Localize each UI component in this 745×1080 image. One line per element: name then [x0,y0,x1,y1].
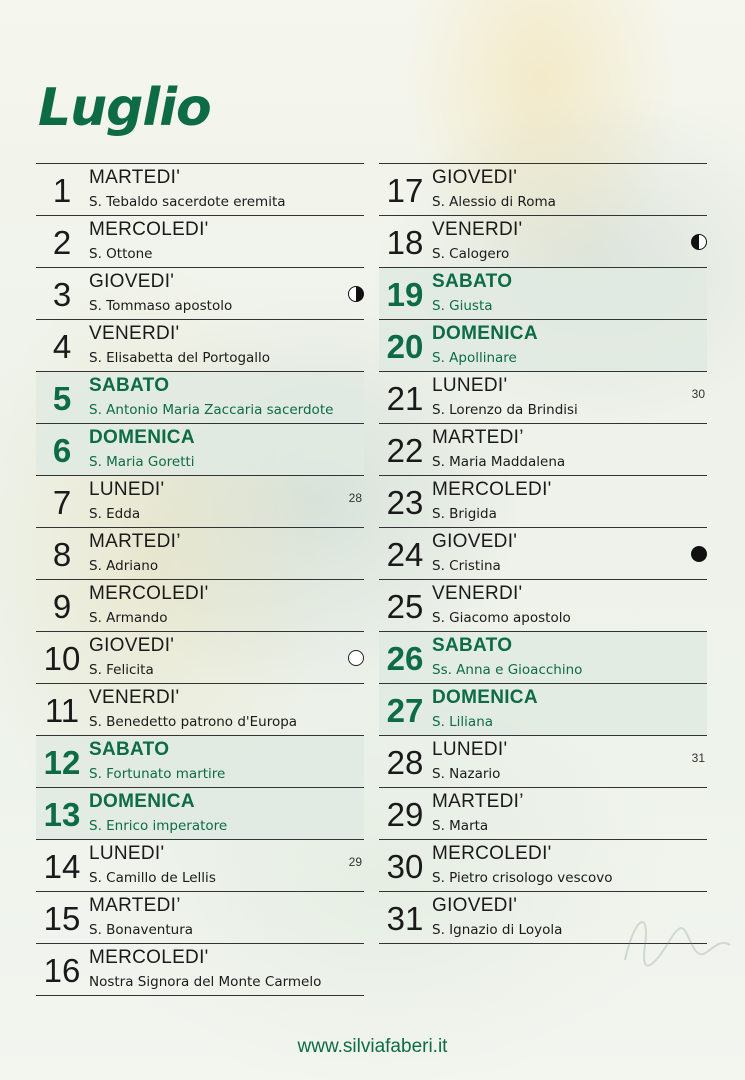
weekday-name: MERCOLEDI' [89,583,209,604]
days-column-left [36,163,364,996]
day-row [379,528,707,580]
saint-name: S. Fortunato martire [89,766,226,782]
day-row [379,788,707,840]
day-number: 20 [386,328,424,365]
day-number: 15 [43,900,81,937]
saint-name: S. Elisabetta del Portogallo [89,350,271,366]
day-number: 22 [386,432,424,469]
signature-watermark-icon [615,905,735,975]
first-quarter-moon-icon [348,286,364,302]
weekday-name: LUNEDI' [432,739,508,760]
weekday-name: GIOVEDI' [89,635,175,656]
day-number: 30 [386,848,424,885]
saint-name: S. Tommaso apostolo [89,298,233,314]
day-row [379,268,707,320]
day-number: 23 [386,484,424,521]
weekday-name: MERCOLEDI' [89,219,209,240]
saint-name: S. Ottone [89,246,153,262]
day-number: 29 [386,796,424,833]
saint-name: S. Camillo de Lellis [89,870,216,886]
day-row [36,632,364,684]
day-row [36,892,364,944]
day-row [36,424,364,476]
saint-name: S. Enrico imperatore [89,818,228,834]
weekday-name: GIOVEDI' [89,271,175,292]
day-number: 31 [386,900,424,937]
full-moon-icon [348,650,364,666]
weekday-name: VENERDI' [89,323,180,344]
weekday-name: GIOVEDI' [432,531,518,552]
day-number: 28 [386,744,424,781]
day-number: 5 [52,380,72,417]
saint-name: S. Antonio Maria Zaccaria sacerdote [89,402,334,418]
day-number: 11 [44,692,80,729]
day-row [379,372,707,424]
saint-name: S. Liliana [432,714,494,730]
day-row [379,632,707,684]
weekday-name: VENERDI' [89,687,180,708]
day-row [379,736,707,788]
week-number: 29 [348,855,362,869]
day-number: 1 [52,172,72,209]
day-number: 8 [52,536,72,573]
day-row [36,528,364,580]
day-row [36,476,364,528]
saint-name: S. Giacomo apostolo [432,610,571,626]
saint-name: S. Edda [89,506,141,522]
weekday-name: GIOVEDI' [432,895,518,916]
weekday-name: MERCOLEDI' [432,479,552,500]
day-row [36,320,364,372]
day-row [36,736,364,788]
day-number: 9 [52,588,72,625]
saint-name: S. Benedetto patrono d'Europa [89,714,298,730]
weekday-name: DOMENICA [89,427,195,448]
day-number: 24 [386,536,424,573]
weekday-name: GIOVEDI' [432,167,518,188]
weekday-name: MERCOLEDI' [89,947,209,968]
weekday-name: SABATO [89,739,170,760]
day-number: 3 [52,276,72,313]
weekday-name: MARTEDI’ [432,791,524,812]
last-quarter-moon-icon [691,234,707,250]
saint-name: S. Armando [89,610,168,626]
saint-name: S. Maria Maddalena [432,454,566,470]
saint-name: S. Ignazio di Loyola [432,922,563,938]
saint-name: S. Pietro crisologo vescovo [432,870,613,886]
saint-name: S. Lorenzo da Brindisi [432,402,578,418]
saint-name: Nostra Signora del Monte Carmelo [89,974,322,990]
new-moon-icon [691,546,707,562]
day-number: 12 [43,744,81,781]
day-row [36,372,364,424]
weekday-name: MERCOLEDI' [432,843,552,864]
weekday-name: DOMENICA [89,791,195,812]
footer-url[interactable]: www.silviafaberi.it [297,1036,448,1057]
day-row [36,164,364,216]
day-number: 27 [386,692,424,729]
day-row [379,840,707,892]
day-number: 26 [386,640,424,677]
saint-name: S. Marta [432,818,489,834]
day-number: 21 [386,380,424,417]
day-row [36,840,364,892]
day-row [36,684,364,736]
weekday-name: SABATO [89,375,170,396]
weekday-name: SABATO [432,271,513,292]
day-row [36,268,364,320]
saint-name: Ss. Anna e Gioacchino [432,662,583,678]
day-number: 25 [386,588,424,625]
month-title: Luglio [38,78,211,138]
day-row [36,580,364,632]
day-row [379,424,707,476]
day-number: 13 [43,796,81,833]
saint-name: S. Maria Goretti [89,454,195,470]
day-row [36,944,364,996]
day-row [379,580,707,632]
week-number: 28 [348,491,362,505]
day-number: 17 [386,172,424,209]
day-row [379,164,707,216]
weekday-name: LUNEDI' [89,479,165,500]
weekday-name: VENERDI' [432,219,523,240]
weekday-name: DOMENICA [432,687,538,708]
saint-name: S. Apollinare [432,350,517,366]
weekday-name: MARTEDI’ [432,427,524,448]
day-row [379,684,707,736]
saint-name: S. Calogero [432,246,510,262]
week-number: 31 [691,751,705,765]
weekday-name: LUNEDI' [432,375,508,396]
day-number: 4 [52,328,72,365]
day-number: 18 [386,224,424,261]
day-number: 6 [52,432,72,469]
day-number: 16 [43,952,81,989]
day-number: 10 [43,640,81,677]
day-number: 2 [52,224,72,261]
saint-name: S. Nazario [432,766,501,782]
weekday-name: MARTEDI’ [89,895,181,916]
saint-name: S. Giusta [432,298,493,314]
weekday-name: MARTEDI' [89,167,181,188]
day-number: 19 [386,276,424,313]
weekday-name: MARTEDI’ [89,531,181,552]
saint-name: S. Adriano [89,558,159,574]
day-row [379,216,707,268]
weekday-name: LUNEDI' [89,843,165,864]
day-row [379,476,707,528]
saint-name: S. Bonaventura [89,922,194,938]
day-row [36,788,364,840]
day-number: 14 [43,848,81,885]
saint-name: S. Brigida [432,506,497,522]
day-row [379,320,707,372]
weekday-name: VENERDI' [432,583,523,604]
saint-name: S. Tebaldo sacerdote eremita [89,194,286,210]
day-number: 7 [52,484,72,521]
weekday-name: DOMENICA [432,323,538,344]
saint-name: S. Cristina [432,558,501,574]
week-number: 30 [691,387,705,401]
saint-name: S. Felicita [89,662,154,678]
day-row [36,216,364,268]
days-column-right [379,163,707,944]
weekday-name: SABATO [432,635,513,656]
saint-name: S. Alessio di Roma [432,194,556,210]
